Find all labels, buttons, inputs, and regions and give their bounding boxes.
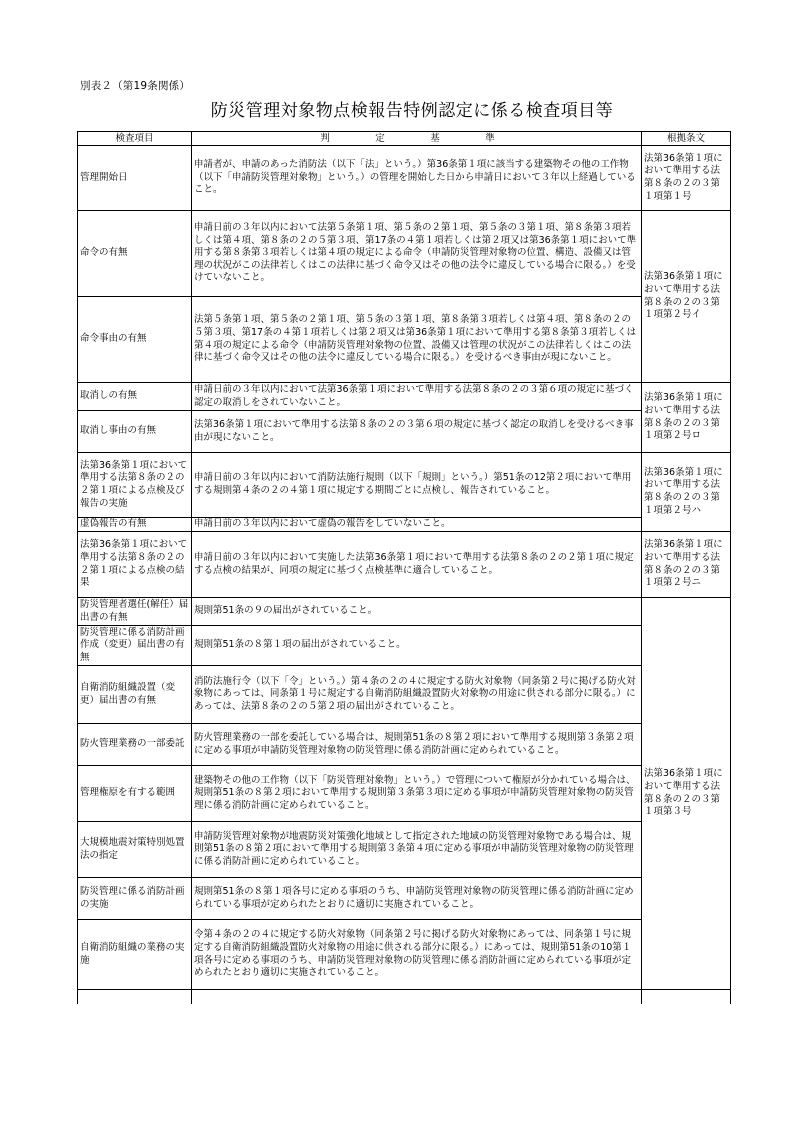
legal-basis: 法第36条第１項において準用する法第８条の２の３第１項第１号	[642, 146, 731, 211]
criterion: 消防法施行令（以下「令」という。）第４条の２の４に規定する防火対象物（同条第２号に掲げる防火対象物にあっては、同条第１号に規定する自衛消防組織設置防火対象物の用途に供される部分に限る。）にあっては、法第８条の２の５第２項の届出がされていること。	[192, 666, 642, 724]
table-row	[78, 383, 731, 411]
table-row	[78, 518, 731, 532]
blank-row	[78, 990, 731, 1005]
inspection-item: 法第36条第１項において準用する法第８条の２の２第１項による点検の結果	[78, 532, 192, 598]
criterion: 法第５条第１項、第５条の２第１項、第５条の３第１項、第８条第３項若しくは第４項、第８条の２の５第３項、第17条の４第１項若しくは第２項又は第36条第１項において準用する第８条第３項若しくは第４項の規定による命令（申請防災管理対象物の位置、設備又は管理の状況がこの法律若しくはこの法律に基づく命令又はその他の法令に違反している場合に限る。）を受けるべき事由が現にないこと。	[192, 297, 642, 383]
table-row	[78, 766, 731, 822]
inspection-table	[77, 131, 731, 1004]
criterion: 申請日前の３年以内において消防法施行規則（以下「規則」という。）第51条の12第２項において準用する規則第４条の２の４第１項に規定する期間ごとに点検し、報告されていること。	[192, 453, 642, 518]
criterion: 規則第51条の９の届出がされていること。	[192, 598, 642, 626]
inspection-item: 防火管理業務の一部委託	[78, 724, 192, 766]
inspection-item: 虚偽報告の有無	[78, 518, 192, 532]
legal-basis: 法第36条第１項において準用する法第８条の２の３第１項第３号	[642, 598, 731, 990]
criterion: 申請日前の３年以内において虚偽の報告をしていないこと。	[192, 518, 642, 532]
criterion: 建築物その他の工作物（以下「防災管理対象物」という。）で管理について権原が分かれている場合は、規則第51条の８第２項において準用する規則第３条第３項に定める事項が申請防災管理対象物の防災管理に係る消防計画に定められていること。	[192, 766, 642, 822]
inspection-item: 命令事由の有無	[78, 297, 192, 383]
legal-basis: 法第36条第１項において準用する法第８条の２の３第１項第２号ロ	[642, 383, 731, 453]
table-row	[78, 822, 731, 878]
blank-cell	[642, 990, 731, 1005]
page-title: 防災管理対象物点検報告特例認定に係る検査項目等	[210, 101, 614, 121]
blank-cell	[78, 990, 192, 1005]
inspection-item: 防災管理者選任(解任）届出書の有無	[78, 598, 192, 626]
inspection-item: 防災管理に係る消防計画作成（変更）届出書の有無	[78, 626, 192, 666]
table-row	[78, 211, 731, 297]
inspection-item: 防災管理に係る消防計画の実施	[78, 878, 192, 920]
criterion: 規則第51条の８第１項各号に定める事項のうち、申請防災管理対象物の防災管理に係る消防計画に定められている事項が定められたとおりに適切に実施されていること。	[192, 878, 642, 920]
inspection-item: 管理権原を有する範囲	[78, 766, 192, 822]
table-row	[78, 146, 731, 211]
annex-label: 別表２（第19条関係）	[80, 80, 191, 92]
table-row	[78, 411, 731, 453]
criterion: 令第４条の２の４に規定する防火対象物（同条第２号に掲げる防火対象物にあっては、同条第１号に規定する自衛消防組織設置防火対象物の用途に供される部分に限る。）にあっては、規則第51条の10第１項各号に定める事項のうち、申請防災管理対象物の防災管理に係る消防計画に定められている事項が定められたとおり適切に実施されていること。	[192, 920, 642, 990]
legal-basis: 法第36条第１項において準用する法第８条の２の３第１項第２号イ	[642, 211, 731, 383]
blank-cell	[192, 990, 642, 1005]
inspection-item: 取消しの有無	[78, 383, 192, 411]
table-row	[78, 532, 731, 598]
header-inspection-item: 検査項目	[78, 132, 192, 146]
header-criteria: 判 定 基 準	[192, 132, 642, 146]
inspection-item: 取消し事由の有無	[78, 411, 192, 453]
legal-basis: 法第36条第１項において準用する法第８条の２の３第１項第２号ハ	[642, 453, 731, 532]
inspection-item: 管理開始日	[78, 146, 192, 211]
table-row	[78, 598, 731, 626]
criterion: 申請日前の３年以内において法第36条第１項において準用する法第８条の２の３第６項の規定に基づく認定の取消しをされていないこと。	[192, 383, 642, 411]
criterion: 申請防災管理対象物が地震防災対策強化地域として指定された地域の防災管理対象物である場合は、規則第51条の８第２項において準用する規則第３条第４項に定める事項が申請防災管理対象物の防災管理に係る消防計画に定められていること。	[192, 822, 642, 878]
table-header-row	[78, 132, 731, 146]
table-row	[78, 666, 731, 724]
inspection-item: 自衛消防組織設置（変更）届出書の有無	[78, 666, 192, 724]
criterion: 法第36条第１項において準用する法第８条の２の３第６項の規定に基づく認定の取消しを受けるべき事由が現にないこと。	[192, 411, 642, 453]
inspection-item: 大規模地震対策特別処置法の指定	[78, 822, 192, 878]
table-row	[78, 297, 731, 383]
header-basis: 根拠条文	[642, 132, 731, 146]
inspection-item: 法第36条第１項において準用する法第８条の２の２第１項による点検及び報告の実施	[78, 453, 192, 518]
table-row	[78, 920, 731, 990]
table-row	[78, 453, 731, 518]
table-row	[78, 878, 731, 920]
criterion: 申請日前の３年以内において法第５条第１項、第５条の２第１項、第５条の３第１項、第８条第３項若しくは第４項、第８条の２の５第３項、第17条の４第１項若しくは第２項又は第36条第１項において準用する第８条第３項若しくは第４項の規定による命令（申請防災管理対象物の位置、構造、設備又は管理の状況がこの法律若しくはこの法律に基づく命令又はその他の法令に違反している場合に限る。）を受けていないこと。	[192, 211, 642, 297]
criterion: 防火管理業務の一部を委託している場合は、規則第51条の８第２項において準用する規則第３条第２項に定める事項が申請防災管理対象物の防災管理に係る消防計画に定められていること。	[192, 724, 642, 766]
table-row	[78, 626, 731, 666]
legal-basis: 法第36条第１項において準用する法第８条の２の３第１項第２号ニ	[642, 532, 731, 598]
inspection-item: 命令の有無	[78, 211, 192, 297]
criterion: 規則第51条の８第１項の届出がされていること。	[192, 626, 642, 666]
criterion: 申請者が、申請のあった消防法（以下「法」という。）第36条第１項に該当する建築物その他の工作物（以下「申請防災管理対象物」という。）の管理を開始した日から申請日において３年以上経過していること。	[192, 146, 642, 211]
inspection-item: 自衛消防組織の業務の実施	[78, 920, 192, 990]
criterion: 申請日前の３年以内において実施した法第36条第１項において準用する法第８条の２の２第１項に規定する点検の結果が、同項の規定に基づく点検基準に適合していること。	[192, 532, 642, 598]
table-row	[78, 724, 731, 766]
